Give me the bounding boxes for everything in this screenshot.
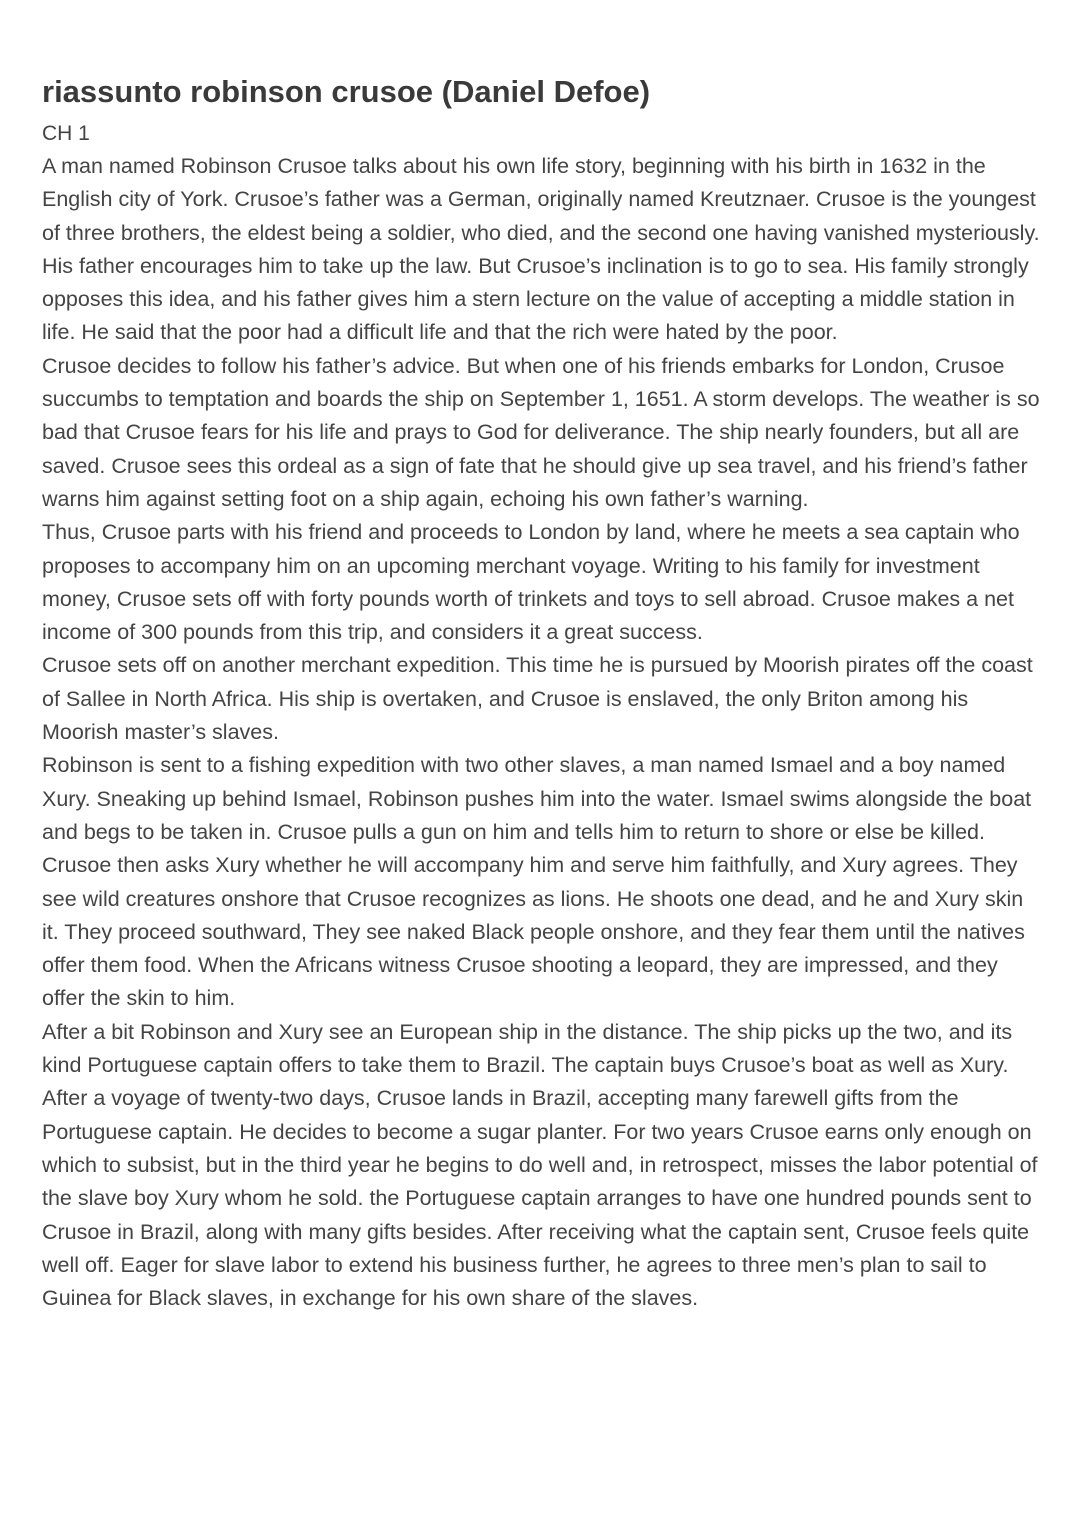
paragraph: Thus, Crusoe parts with his friend and proceeds to London by land, where he meets a sea captain who proposes to accompany him on an upcoming merchant voyage. Writing to his family for investment money, Crusoe sets off with forty pounds worth of trinkets and toys to sell abroad. Crusoe makes a net income of 300 pounds from this trip, and considers it a great success. [42,520,1020,645]
paragraph: Robinson is sent to a fishing expedition with two other slaves, a man named Ismael and a boy named Xury. Sneaking up behind Ismael, Robinson pushes him into the water. Ismael swims alongside the boat and begs to be taken in. Crusoe pulls a gun on him and tells him to return to shore or else be killed. Crusoe then asks Xury whether he will accompany him and serve him faithfully, and Xury agrees. They see wild creatures onshore that Crusoe recognizes as lions. He shoots one dead, and he and Xury skin it. They proceed southward, They see naked Black people onshore, and they fear them until the natives offer them food. When the Africans witness Crusoe shooting a leopard, they are impressed, and they offer the skin to him. [42,753,1032,1011]
document-title: riassunto robinson crusoe (Daniel Defoe) [42,74,651,109]
paragraph: Crusoe sets off on another merchant expedition. This time he is pursued by Moorish pirates off the coast of Sallee in North Africa. His ship is overtaken, and Crusoe is enslaved, the only Briton among his Moorish master’s slaves. [42,653,1033,745]
paragraph: After a bit Robinson and Xury see an European ship in the distance. The ship picks up the two, and its kind Portuguese captain offers to take them to Brazil. The captain buys Crusoe’s boat as well as Xury. [42,1019,1013,1078]
chapter-heading: CH 1 [42,122,90,145]
paragraph: After a voyage of twenty-two days, Crusoe lands in Brazil, accepting many farewell gifts from the Portuguese captain. He decides to become a sugar planter. For two years Crusoe earns only enough on which to subsist, but in the third year he begins to do well and, in retrospect, misses the labor potential of the slave boy Xury whom he sold. the Portuguese captain arranges to have one hundred pounds sent to Crusoe in Brazil, along with many gifts besides. After receiving what the captain sent, Crusoe feels quite well off. Eager for slave labor to extend his business further, he agrees to three men’s plan to sail to Guinea for Black slaves, in exchange for his own share of the slaves. [42,1086,1038,1311]
paragraph: A man named Robinson Crusoe talks about his own life story, beginning with his birth in 1632 in the English city of York. Crusoe’s father was a German, originally named Kreutznaer. Crusoe is the youngest of three brothers, the eldest being a soldier, who died, and the second one having vanished mysteriously. His father encourages him to take up the law. But Crusoe’s inclination is to go to sea. His family strongly opposes this idea, and his father gives him a stern lecture on the value of accepting a middle station in life. He said that the poor had a difficult life and that the rich were hated by the poor. [42,154,1040,345]
document-page [42,72,1042,1315]
paragraph: Crusoe decides to follow his father’s advice. But when one of his friends embarks for London, Crusoe succumbs to temptation and boards the ship on September 1, 1651. A storm develops. The weather is so bad that Crusoe fears for his life and prays to God for deliverance. The ship nearly founders, but all are saved. Crusoe sees this ordeal as a sign of fate that he should give up sea travel, and his friend’s father warns him against setting foot on a ship again, echoing his own father’s warning. [42,353,1040,511]
